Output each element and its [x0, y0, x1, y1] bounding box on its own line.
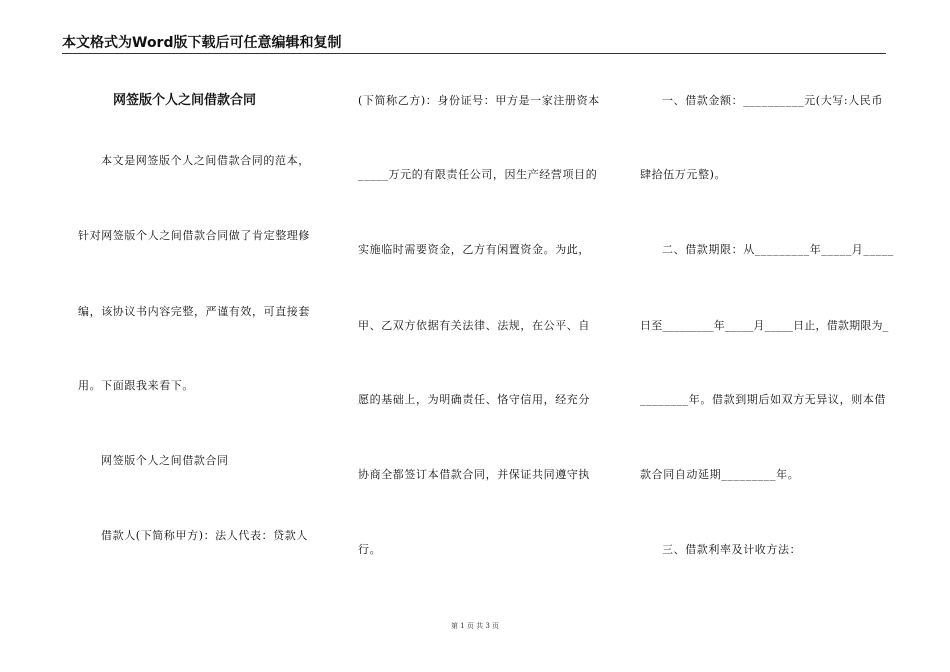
clause-line: 肆拾伍万元整)。 [640, 168, 727, 181]
paragraph-line: 用。下面跟我来看下。 [78, 379, 194, 392]
clause-line: 二、借款期限：从_________年_____月_____ [662, 243, 894, 256]
paragraph-line: 实施临时需要资金，乙方有闲置资金。为此， [358, 243, 590, 256]
section-heading: 网签版个人之间借款合同 [101, 454, 229, 467]
paragraph-line: 行。 [358, 543, 382, 556]
paragraph-line: _____万元的有限责任公司，因生产经营项目的 [358, 168, 598, 181]
header-text: 本文格式为Word版下载后可任意编辑和复制 [62, 35, 342, 51]
paragraph-line: 本文是网签版个人之间借款合同的范本， [101, 154, 310, 167]
clause-line: 一、借款金额：__________元(大写:人民币 [662, 94, 883, 107]
paragraph-line: 协商全都签订本借款合同，并保证共同遵守执 [358, 468, 590, 481]
clause-line: 三、借款利率及计收方法： [662, 543, 802, 556]
document-header [62, 34, 886, 54]
clause-line: 日至_________年_____月_____日止，借款期限为_ [640, 319, 889, 332]
page-number: 第 1 页 共 3 页 [450, 622, 500, 630]
paragraph-line: 甲、乙双方依据有关法律、法规，在公平、自 [358, 319, 590, 332]
paragraph-line: 借款人(下简称甲方)：法人代表：贷款人 [101, 529, 308, 542]
paragraph-line: 愿的基础上，为明确责任、恪守信用，经充分 [358, 393, 590, 406]
document-title: 网签版个人之间借款合同 [113, 93, 257, 108]
clause-line: ________年。借款到期后如双方无异议，则本借 [640, 393, 886, 406]
clause-line: 款合同自动延期_________年。 [640, 468, 800, 481]
paragraph-line: (下简称乙方)：身份证号：甲方是一家注册资本 [358, 94, 600, 107]
paragraph-line: 编，该协议书内容完整，严谨有效，可直接套 [78, 305, 310, 318]
paragraph-line: 针对网签版个人之间借款合同做了肯定整理修 [78, 229, 310, 242]
